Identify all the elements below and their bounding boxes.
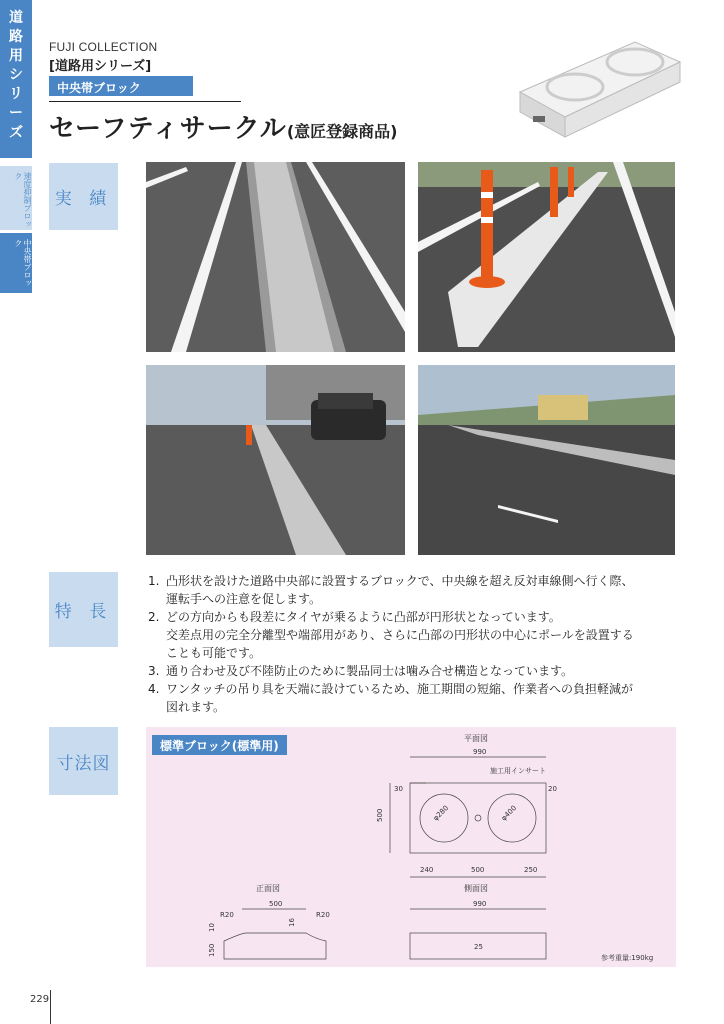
feature-item <box>148 608 688 662</box>
front-outline <box>224 933 326 959</box>
feature-line: 運転手への注意を促します。 <box>166 592 322 606</box>
feature-number: 4. <box>148 682 160 696</box>
reference-weight: 参考重量:190kg <box>601 954 654 962</box>
section-label-results: 実 績 <box>49 163 118 230</box>
plan-seg3-label: 250 <box>524 866 538 874</box>
side-view-title: 側面図 <box>464 884 488 893</box>
section-label-dimensions: 寸法図 <box>49 727 118 795</box>
feature-line: 交差点用の完全分離型や端部用があり、さらに凸部の円形状の中心にポールを設置する <box>166 628 634 642</box>
feature-line: ワンタッチの吊り具を天端に設けているため、施工期間の短縮、作業者への負担軽減が <box>166 682 634 696</box>
plan-seg2-label: 500 <box>471 866 485 874</box>
feature-item <box>148 572 688 608</box>
feature-line: 凸形状を設けた道路中央部に設置するブロックで、中央線を超え反対車線側へ行く際、 <box>166 574 634 588</box>
plan-left-offset-label: 30 <box>394 785 403 793</box>
front-h2-label: 150 <box>208 943 216 957</box>
front-width-label: 500 <box>269 900 283 908</box>
side-tab-char: 道 <box>9 10 23 26</box>
features-list <box>148 572 688 716</box>
side-tab-label: 速度抑制ブロック <box>13 172 32 228</box>
title-sub: (意匠登録商品) <box>286 122 398 141</box>
side-length-label: 990 <box>473 900 487 908</box>
feature-number: 2. <box>148 610 160 624</box>
page-number: 229 <box>30 994 50 1005</box>
side-tab-median-block[interactable] <box>0 233 32 293</box>
feature-text <box>166 662 573 680</box>
side-tab-road-series[interactable] <box>0 0 32 158</box>
feature-line: ことも可能です。 <box>166 646 262 660</box>
feature-line: どの方向からも段差にタイヤが乗るように凸部が円形状となっています。 <box>166 610 561 624</box>
side-tab-label: 中央帯ブロック <box>13 239 32 287</box>
feature-line: 図れます。 <box>166 700 226 714</box>
dimension-drawing <box>146 727 676 967</box>
side-tab-char: ズ <box>9 124 23 141</box>
side-tab-char: 用 <box>9 48 23 65</box>
product-block-image <box>515 22 685 142</box>
feature-number: 1. <box>148 574 160 588</box>
plan-seg1-label: 240 <box>420 866 434 874</box>
feature-text <box>166 680 633 716</box>
side-tab-char: 路 <box>9 29 23 46</box>
section-label-features: 特 長 <box>49 572 118 647</box>
series-label: [道路用シリーズ] <box>49 59 152 74</box>
plan-dia1-label: φ280 <box>431 804 451 823</box>
feature-text <box>166 572 634 608</box>
plan-length-label: 990 <box>473 748 487 756</box>
title-divider <box>49 101 241 102</box>
photo-taxi-road <box>146 365 405 555</box>
side-tab-char: シ <box>9 67 23 84</box>
feature-line: 通り合わせ及び不陸防止のために製品同士は噛み合せ構造となっています。 <box>166 664 574 678</box>
feature-text <box>166 608 634 662</box>
side-tab-speed-block[interactable] <box>0 166 32 230</box>
photo-curved-road <box>418 365 675 555</box>
side-tab-char: ー <box>9 105 23 122</box>
plan-width-label: 500 <box>376 808 384 822</box>
plan-view-title: 平面図 <box>464 734 488 743</box>
plan-outline <box>410 783 546 853</box>
feature-number: 3. <box>148 664 160 678</box>
category-badge: 中央帯ブロック <box>49 76 193 96</box>
feature-item <box>148 662 688 680</box>
page-number-divider <box>50 990 51 1024</box>
front-h3-label: 16 <box>288 918 296 927</box>
side-tab-char: リ <box>9 86 23 103</box>
feature-item <box>148 680 688 716</box>
standard-block-label: 標準ブロック(標準用) <box>152 735 287 755</box>
title-main: セーフティサークル <box>49 114 287 144</box>
photo-median-with-poles <box>418 162 675 352</box>
page-title <box>49 108 397 145</box>
brand-label: FUJI COLLECTION <box>49 40 158 54</box>
front-h1-label: 10 <box>208 923 216 932</box>
insert-label: 施工用インサート <box>490 767 546 775</box>
plan-right-offset-label: 20 <box>548 785 557 793</box>
side-mark-label: 25 <box>474 943 483 951</box>
photo-road-median-top-left <box>146 162 405 352</box>
front-view-title: 正面図 <box>256 884 280 893</box>
front-r-left-label: R20 <box>220 911 234 919</box>
plan-dia2-label: φ400 <box>499 804 519 823</box>
front-r-right-label: R20 <box>316 911 330 919</box>
